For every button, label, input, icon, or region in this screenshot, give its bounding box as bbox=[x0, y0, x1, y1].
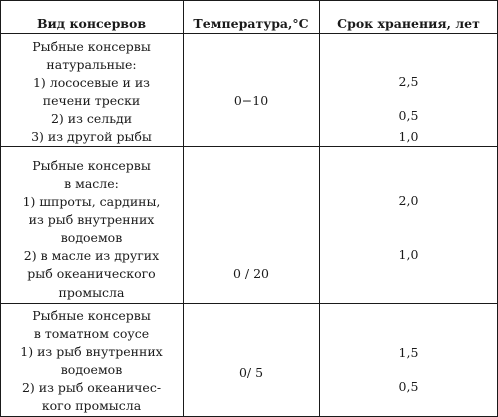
row1-line3: 1) лососевые и из bbox=[32, 75, 150, 90]
row3-line5: 2) из рыб океаничес- bbox=[21, 380, 162, 395]
header-storage-term: Срок хранения, лет bbox=[337, 16, 480, 31]
row1-line2: натуральные: bbox=[46, 57, 137, 72]
row3-line1: Рыбные консервы bbox=[32, 308, 151, 323]
row2-line3: 1) шпроты, сардины, bbox=[22, 194, 161, 209]
row2-line2: в масле: bbox=[64, 176, 119, 191]
row3-line2: в томатном соусе bbox=[33, 326, 150, 341]
row3-term-2: 0,5 bbox=[398, 379, 419, 394]
row1-term-2: 0,5 bbox=[398, 108, 419, 123]
row3-temperature: 0/ 5 bbox=[238, 365, 264, 380]
row1-line6: 3) из другой рыбы bbox=[31, 129, 152, 144]
row2-line5: водоемов bbox=[60, 230, 123, 245]
row3-line4: водоемов bbox=[60, 362, 123, 377]
group2-bottom-border bbox=[0, 303, 498, 304]
row1-term-1: 2,5 bbox=[398, 74, 419, 89]
row2-line6: 2) в масле из других bbox=[23, 248, 160, 263]
header-temperature: Температура,°С bbox=[193, 16, 309, 31]
header-bottom-border bbox=[0, 33, 498, 34]
row1-line4: печени трески bbox=[42, 93, 141, 108]
row2-line8: промысла bbox=[58, 285, 125, 300]
row1-term-3: 1,0 bbox=[398, 129, 419, 144]
row3-term-1: 1,5 bbox=[398, 345, 419, 360]
row2-term-1: 2,0 bbox=[398, 193, 419, 208]
group1-bottom-border bbox=[0, 146, 498, 147]
row2-line1: Рыбные консервы bbox=[32, 158, 151, 173]
column-divider-1 bbox=[183, 0, 184, 417]
table-top-border bbox=[0, 0, 498, 1]
row2-term-2: 1,0 bbox=[398, 247, 419, 262]
row1-temperature: 0−10 bbox=[233, 93, 269, 108]
row1-line5: 2) из сельди bbox=[50, 111, 133, 126]
row3-line6: кого промысла bbox=[41, 398, 142, 413]
row3-line3: 1) из рыб внутренних bbox=[20, 344, 163, 359]
row2-line7: рыб океанического bbox=[27, 266, 156, 281]
row2-temperature: 0 / 20 bbox=[232, 266, 270, 281]
row2-line4: из рыб внутренних bbox=[28, 212, 155, 227]
header-product-type: Вид консервов bbox=[36, 16, 147, 31]
row1-line1: Рыбные консервы bbox=[32, 39, 151, 54]
